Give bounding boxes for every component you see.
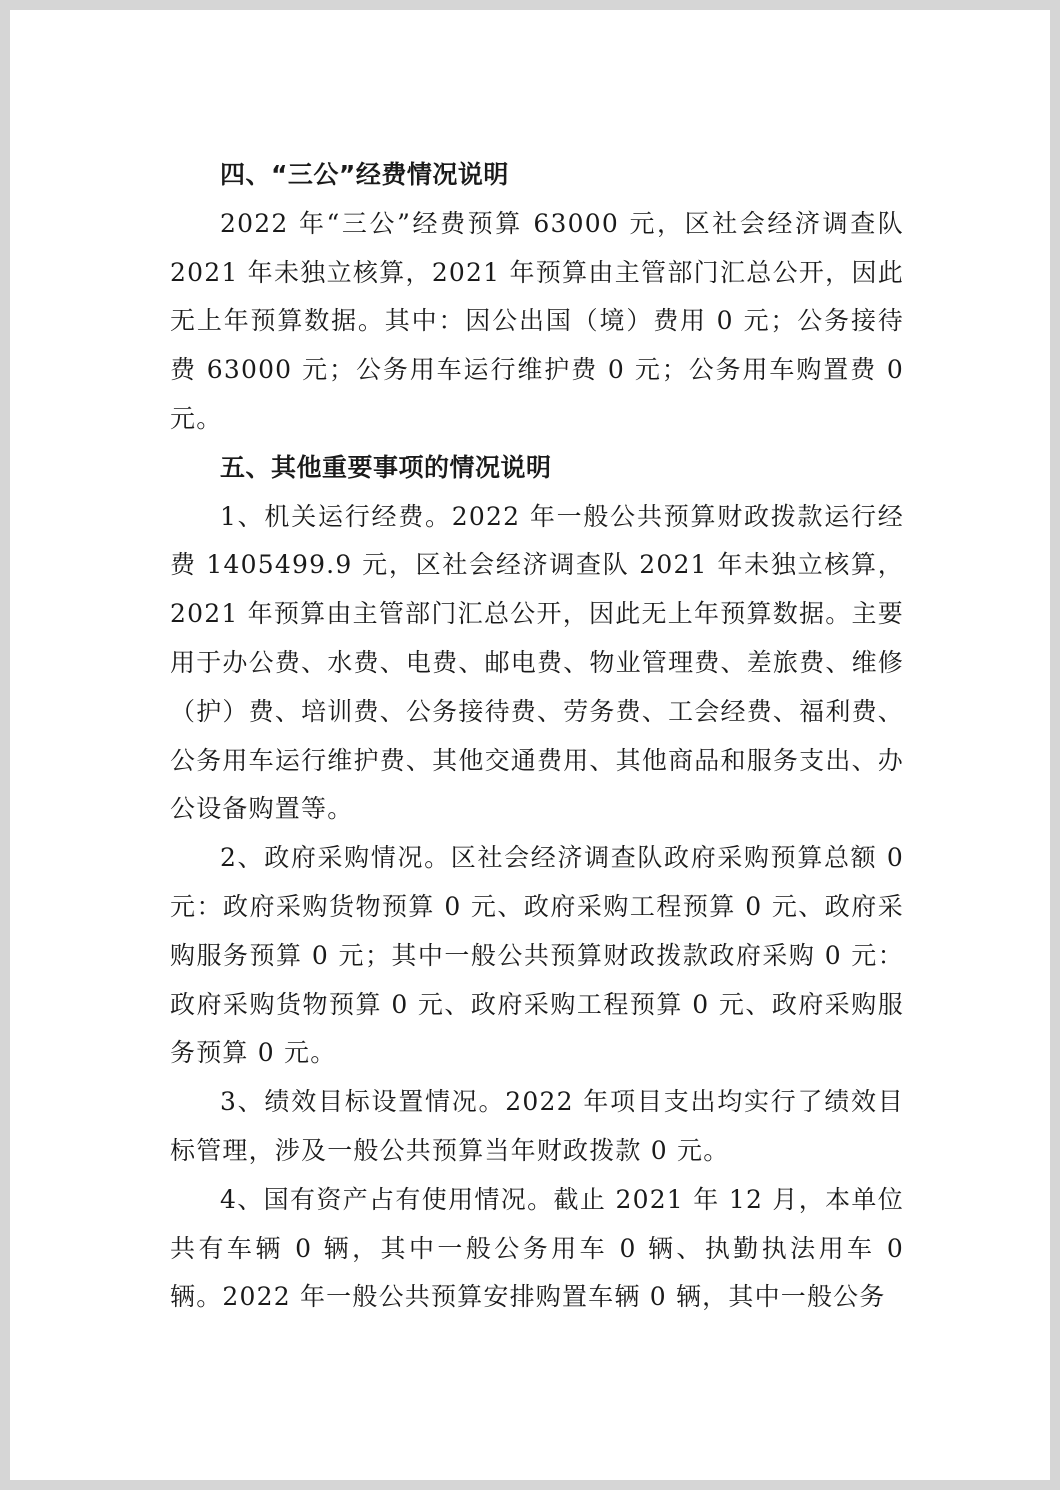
document-page xyxy=(10,10,1050,1480)
section-5-heading: 五、其他重要事项的情况说明 xyxy=(220,452,552,482)
item-2-paragraph: 2、政府采购情况。区社会经济调查队政府采购预算总额 0 元：政府采购货物预算 0 元、政府采购工程预算 0 元、政府采购服务预算 0 元；其中一般公共预算财政拨款政府采购 0 元：政府采购货物预算 0 元、政府采购工程预算 0 元、政府采购服务预算 0 元。 xyxy=(170,843,904,1068)
document-body xyxy=(170,151,904,1322)
section-4-paragraph: 2022 年“三公”经费预算 63000 元，区社会经济调查队 2021 年未独立核算，2021 年预算由主管部门汇总公开，因此无上年预算数据。其中：因公出国（境）费用 0 元；公务接待费 63000 元；公务用车运行维护费 0 元；公务用车购置费 0 元。 xyxy=(170,208,904,433)
section-4-heading: 四、“三公”经费情况说明 xyxy=(220,160,509,189)
item-1-paragraph: 1、机关运行经费。2022 年一般公共预算财政拨款运行经费 1405499.9 元，区社会经济调查队 2021 年未独立核算，2021 年预算由主管部门汇总公开，因此无上年预算数据。主要用于办公费、水费、电费、邮电费、物业管理费、差旅费、维修（护）费、培训费、公务接待费、劳务费、工会经费、福利费、公务用车运行维护费、其他交通费用、其他商品和服务支出、办公设备购置等。 xyxy=(170,501,904,824)
item-4-paragraph: 4、国有资产占有使用情况。截止 2021 年 12 月，本单位共有车辆 0 辆，其中一般公务用车 0 辆、执勤执法用车 0 辆。2022 年一般公共预算安排购置车辆 0 辆，其中一般公务 xyxy=(170,1184,904,1312)
item-3-paragraph: 3、绩效目标设置情况。2022 年项目支出均实行了绩效目标管理，涉及一般公共预算当年财政拨款 0 元。 xyxy=(170,1087,904,1165)
